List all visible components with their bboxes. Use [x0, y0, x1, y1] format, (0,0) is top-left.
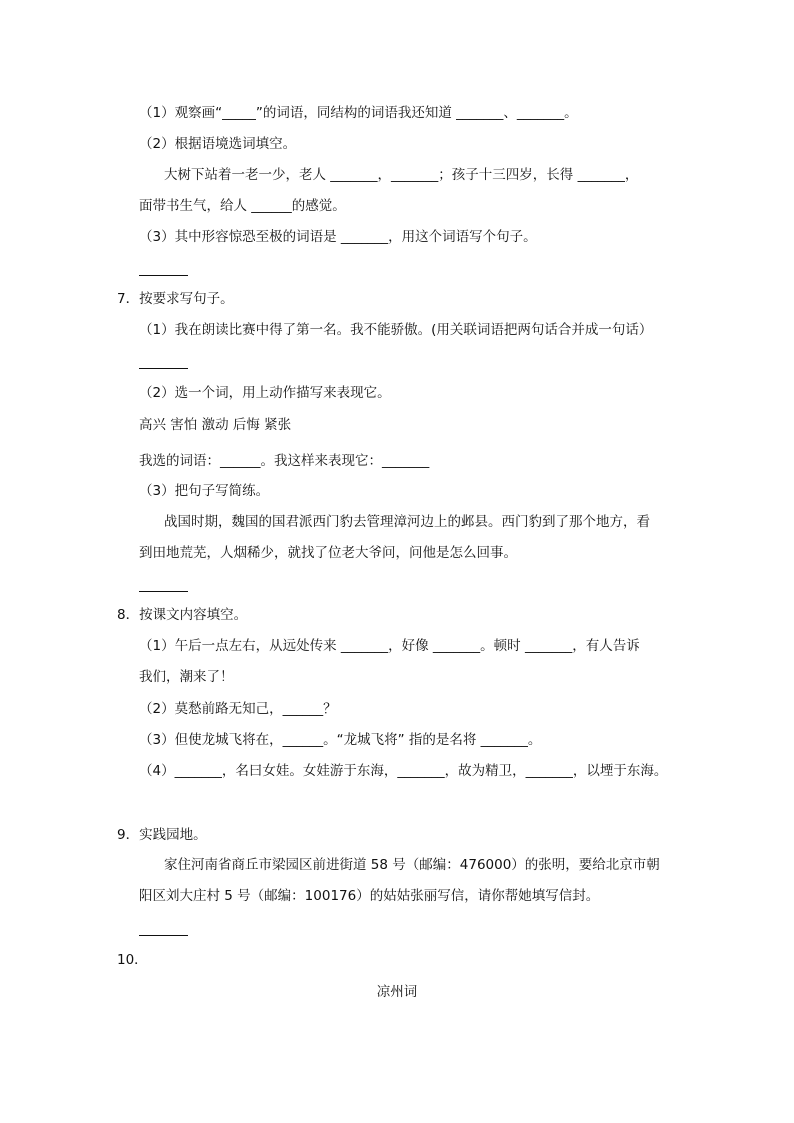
q7-word-options: 高兴 害怕 激动 后悔 紧张 [139, 417, 292, 433]
q6-answer-blank[interactable] [139, 275, 188, 276]
q6-sub3: （3）其中形容惊恐至极的词语是 _______，用这个词语写个句子。 [139, 229, 537, 245]
q7-passage-line1: 战国时期，魏国的国君派西门豹去管理漳河边上的邺县。西门豹到了那个地方，看 [164, 514, 650, 530]
q10-poem-title: 凉州词 [376, 984, 418, 1000]
q7-sub1: （1）我在朗读比赛中得了第一名。我不能骄傲。(用关联词语把两句话合并成一句话） [139, 322, 653, 338]
q8-title: 8．按课文内容填空。 [117, 607, 248, 623]
q7-sub1-answer-blank[interactable] [139, 368, 188, 369]
q8-sub2: （2）莫愁前路无知己，______？ [139, 701, 337, 717]
q7-title: 7．按要求写句子。 [117, 291, 234, 307]
q6-sub1: （1）观察画“_____”的词语，同结构的词语我还知道 _______、_______。 [139, 105, 578, 121]
q9-title: 9．实践园地。 [117, 827, 207, 843]
q7-sub3: （3）把句子写简练。 [139, 483, 270, 499]
q8-sub1-line2: 我们，潮来了！ [139, 669, 234, 685]
q7-sub3-answer-blank[interactable] [139, 591, 188, 592]
q10-number: 10． [117, 952, 148, 968]
q7-choice-line: 我选的词语：______。我这样来表现它：_______ [139, 453, 430, 469]
q9-passage-line2: 阳区刘大庄村 5 号（邮编：100176）的姑姑张丽写信，请你帮她填写信封。 [139, 888, 600, 904]
q7-sub2: （2）选一个词，用上动作描写来表现它。 [139, 385, 391, 401]
q6-sub2: （2）根据语境选词填空。 [139, 136, 297, 152]
q7-passage-line2: 到田地荒芜，人烟稀少，就找了位老大爷问，问他是怎么回事。 [139, 545, 517, 561]
q6-passage-line1: 大树下站着一老一少，老人 _______，_______；孩子十三四岁，长得 _______， [164, 167, 639, 183]
q6-passage-line2: 面带书生气，给人 ______的感觉。 [139, 198, 346, 214]
q8-sub1-line1: （1）午后一点左右，从远处传来 _______，好像 _______。顿时 _______，有人告诉 [139, 638, 640, 654]
q9-answer-blank[interactable] [139, 935, 188, 936]
q8-sub4: （4）_______，名曰女娃。女娃游于东海，_______，故为精卫，_______，以堙于东海。 [139, 763, 668, 779]
q9-passage-line1: 家住河南省商丘市梁园区前进街道 58 号（邮编：476000）的张明，要给北京市朝 [164, 857, 660, 873]
q8-sub3: （3）但使龙城飞将在，______。“龙城飞将” 指的是名将 _______。 [139, 732, 542, 748]
